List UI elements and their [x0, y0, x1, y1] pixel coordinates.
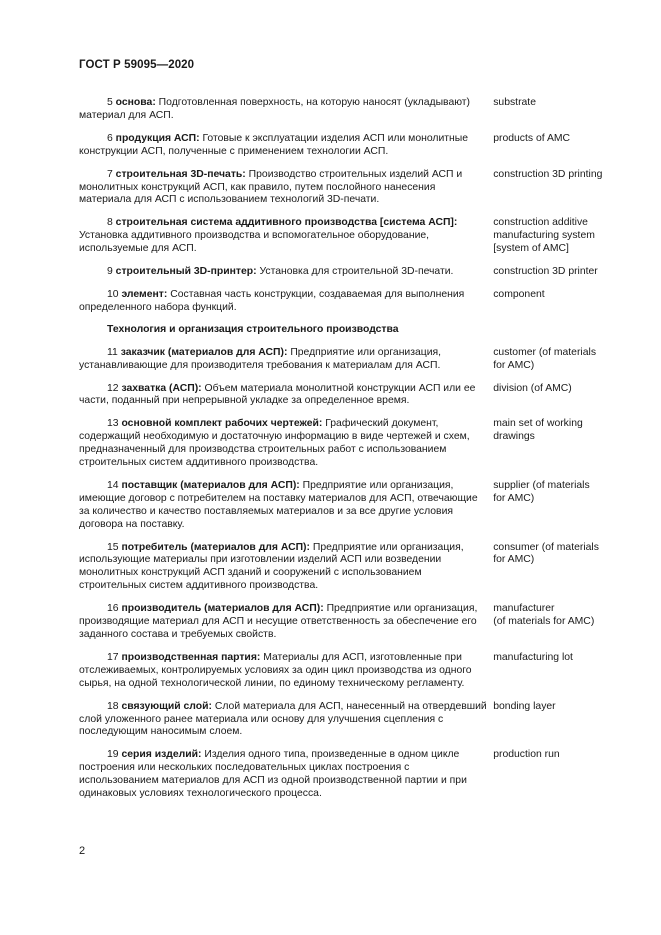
- term-entry: [79, 169, 619, 208]
- terms-group-bottom: [79, 347, 619, 801]
- term-english-equivalent: construction additive manufacturing system [system of AMC]: [493, 217, 595, 255]
- term-number: 19: [107, 749, 119, 761]
- terms-list: [79, 97, 619, 811]
- term-name: потребитель (материалов для АСП):: [121, 541, 310, 553]
- term-entry: [79, 480, 619, 532]
- term-number: 15: [107, 541, 119, 553]
- term-definition-text: Слой материала для АСП, нанесенный на отвердевший слой уложенного ранее материала или основу для улучшения сцепления с последующим наносимым слоем.: [79, 700, 487, 738]
- term-definition-ru: [79, 542, 488, 594]
- term-number: 6: [107, 132, 113, 144]
- term-definition-ru: [79, 749, 488, 801]
- term-number: 9: [107, 266, 113, 278]
- term-definition-text: Графический документ, содержащий необходимую и достаточную информацию в виде чертежей и схем, предназначенный для производства строительных работ с использованием строительных систем аддитивного производства.: [79, 418, 470, 469]
- term-entry: [79, 347, 619, 373]
- term-definition-text: Изделия одного типа, произведенные в одном цикле построения или нескольких последовательных циклах построения с использованием материалов для АСП из одной производственной партии и при одинаковых условиях технологического процесса.: [79, 749, 467, 800]
- term-entry: [79, 133, 619, 159]
- term-definition-text: Предприятие или организация, производящие материал для АСП и несущие ответственность за обеспечение его заданного состава и требуемых свойств.: [79, 603, 478, 640]
- term-english-equivalent: supplier (of materials for AMC): [493, 479, 590, 504]
- term-name: производственная партия:: [121, 651, 261, 663]
- term-definition-ru: [79, 133, 488, 159]
- term-english-equivalent: construction 3D printing: [493, 168, 603, 180]
- term-definition-text: Объем материала монолитной конструкции АСП или ее части, поданный при непрерывной укладке за определенное время.: [79, 382, 476, 407]
- term-definition-ru: [79, 97, 488, 123]
- term-number: 14: [107, 479, 119, 491]
- term-definition-ru: [79, 217, 488, 256]
- term-name: связующий слой:: [121, 700, 212, 712]
- term-name: основа:: [115, 97, 156, 108]
- term-english-equivalent: division (of AMC): [493, 382, 572, 394]
- term-entry: [79, 701, 619, 740]
- term-english-equivalent: products of AMC: [493, 132, 571, 144]
- term-definition-ru: [79, 383, 488, 409]
- term-english-equivalent: component: [493, 288, 545, 300]
- term-number: 12: [107, 382, 119, 394]
- term-english-equivalent: substrate: [493, 97, 536, 108]
- term-number: 18: [107, 700, 119, 712]
- term-english-equivalent: manufacturer (of materials for AMC): [493, 603, 595, 628]
- term-english-equivalent: customer (of materials for AMC): [493, 346, 597, 371]
- term-name: захватка (АСП):: [121, 382, 202, 394]
- term-english-equivalent: production run: [493, 749, 560, 761]
- term-name: производитель (материалов для АСП):: [121, 603, 324, 615]
- term-number: 8: [107, 217, 113, 229]
- term-definition-ru: [79, 652, 488, 691]
- page-number: 2: [79, 845, 86, 857]
- term-definition-text: Материалы для АСП, изготовленные при отслеживаемых, контролируемых условиях за один цикл производства из одного сырья, на одной технологической линии, по единому техническому регламенту.: [79, 651, 472, 689]
- term-name: элемент:: [121, 288, 168, 300]
- term-english-equivalent: consumer (of materials for AMC): [493, 541, 599, 566]
- term-definition-text: Установка аддитивного производства и вспомогательное оборудование, используемые для АСП.: [79, 230, 430, 255]
- term-english-equivalent: manufacturing lot: [493, 651, 573, 663]
- term-name: продукция АСП:: [115, 132, 200, 144]
- term-english-equivalent: main set of working drawings: [493, 418, 583, 443]
- term-definition-ru: [79, 701, 488, 740]
- term-number: 17: [107, 651, 119, 663]
- term-name: строительная 3D-печать:: [115, 168, 246, 180]
- term-definition-ru: [79, 289, 488, 315]
- term-name: строительная система аддитивного производства [система АСП]:: [115, 217, 458, 229]
- term-name: поставщик (материалов для АСП):: [121, 479, 300, 491]
- term-entry: [79, 749, 619, 801]
- term-definition-text: Составная часть конструкции, создаваемая для выполнения определенного набора функций.: [79, 288, 465, 313]
- term-definition-text: Установка для строительной 3D-печати.: [259, 266, 454, 278]
- section-title: Технология и организация строительного производства: [107, 323, 399, 335]
- term-definition-text: Подготовленная поверхность, на которую наносят (укладывают) материал для АСП.: [79, 97, 471, 121]
- term-entry: [79, 217, 619, 256]
- term-definition-text: Производство строительных изделий АСП и монолитных конструкций АСП, как правило, путем послойного нанесения материала для АСП с использованием технологий 3D-печати.: [79, 168, 463, 206]
- term-definition-ru: [79, 169, 488, 208]
- term-definition-ru: [79, 418, 488, 470]
- term-entry: [79, 418, 619, 470]
- term-definition-text: Предприятие или организация, использующие материалы при изготовлении изделий АСП или возведении монолитных конструкций АСП зданий и сооружений с использованием строительных систем аддитивного производства.: [79, 541, 464, 592]
- term-definition-ru: [79, 480, 488, 532]
- term-entry: [79, 266, 619, 279]
- term-definition-text: Предприятие или организация, устанавливающие для производителя требования к материалам для АСП.: [79, 346, 442, 371]
- term-entry: [79, 383, 619, 409]
- term-definition-ru: [79, 266, 488, 279]
- term-number: 7: [107, 168, 113, 180]
- term-number: 16: [107, 603, 119, 615]
- term-entry: [79, 97, 619, 123]
- term-name: основной комплект рабочих чертежей:: [121, 418, 323, 430]
- term-english-equivalent: construction 3D printer: [493, 266, 598, 278]
- term-entry: [79, 542, 619, 594]
- term-number: 11: [107, 346, 118, 358]
- term-name: строительный 3D-принтер:: [115, 266, 257, 278]
- document-header: ГОСТ Р 59095—2020: [79, 59, 195, 71]
- term-definition-text: Готовые к эксплуатации изделия АСП или монолитные конструкции АСП, полученные с применением технологии АСП.: [79, 132, 468, 157]
- term-definition-ru: [79, 347, 488, 373]
- term-entry: [79, 289, 619, 315]
- term-name: серия изделий:: [121, 749, 202, 761]
- term-english-equivalent: bonding layer: [493, 700, 556, 712]
- term-definition-ru: [79, 603, 488, 642]
- term-entry: [79, 652, 619, 691]
- term-number: 13: [107, 418, 119, 430]
- term-name: заказчик (материалов для АСП):: [120, 346, 288, 358]
- term-number: 5: [107, 97, 113, 108]
- term-number: 10: [107, 288, 119, 300]
- term-definition-text: Предприятие или организация, имеющие договор с потребителем на поставку материалов для АСП, отвечающие за количество и качество поставляемых материалов и за все другие условия договора на поставку.: [79, 479, 478, 530]
- term-entry: [79, 603, 619, 642]
- terms-group-top: [79, 97, 619, 315]
